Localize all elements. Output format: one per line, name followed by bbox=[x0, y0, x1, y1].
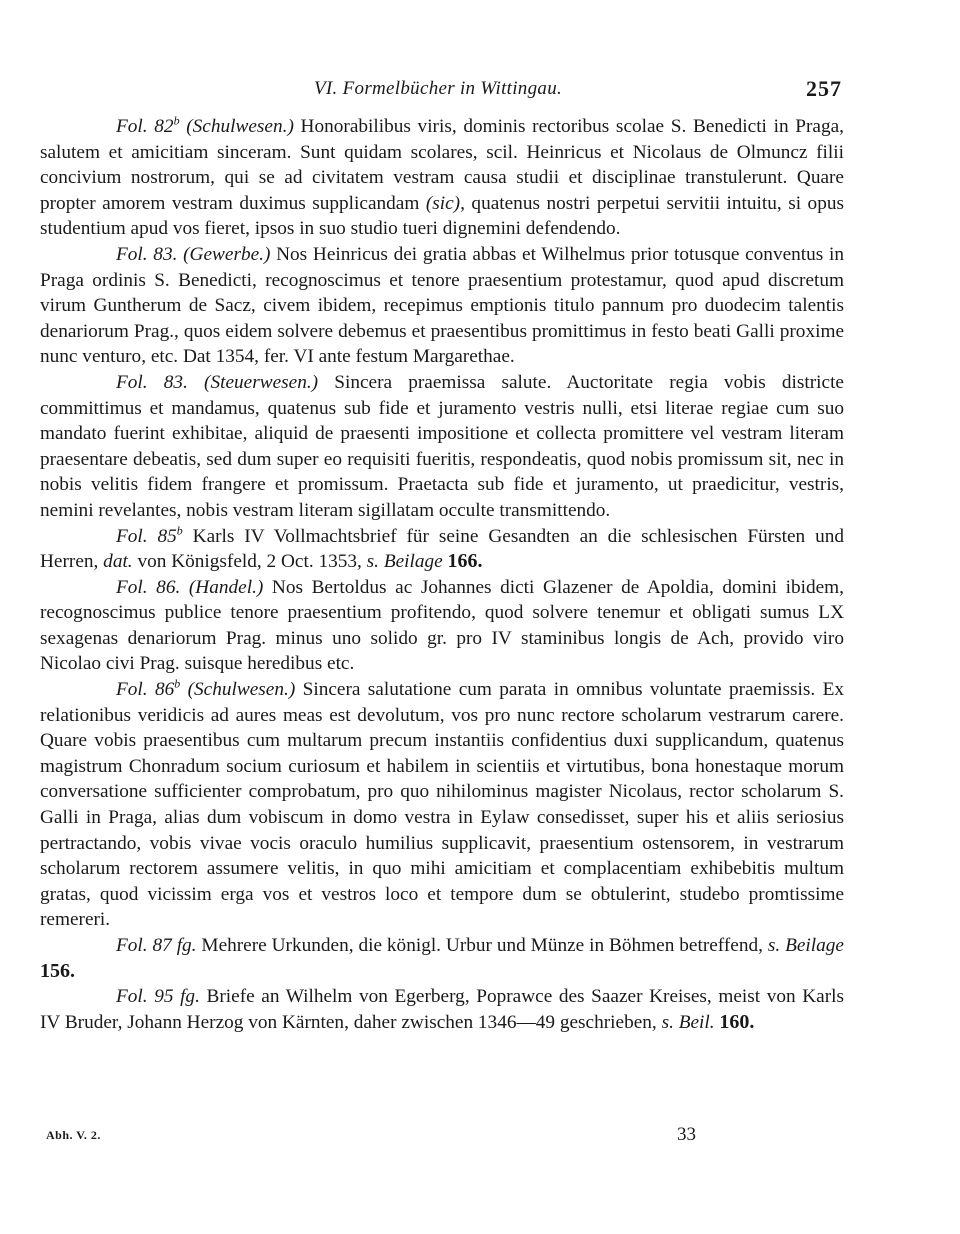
beilage-number: 160. bbox=[719, 1010, 755, 1033]
entry-fol-83-gewerbe bbox=[40, 242, 844, 370]
beilage-number: 166. bbox=[447, 550, 483, 573]
page-number: 257 bbox=[806, 76, 842, 101]
entry-text: Karls IV Vollmachtsbrief für seine Gesandten an die schlesischen Fürsten und Herren, bbox=[40, 525, 844, 573]
printer-signature: Abh. V. 2. bbox=[46, 1128, 101, 1142]
entry-text: Nos Bertoldus ac Johannes dicti Glazener de Apoldia, domini ibidem, recognoscimus publice tenore praesentium profitendo, quod solvere tenemur et obligati sumus LX sexagenas denariorum Prag. minus uno solido gr. pro IV staminibus longis de Ach, provido viro Nicolao civi Prag. suisque heredibus etc. bbox=[40, 576, 844, 675]
folio-ref: Fol. 86. bbox=[116, 576, 181, 598]
running-title: VI. Formelbücher in Wittingau. bbox=[314, 78, 563, 99]
entry-text: Mehrere Urkunden, die königl. Urbur und Münze in Böhmen betreffend, bbox=[196, 935, 768, 956]
sheet-number: 33 bbox=[677, 1124, 696, 1145]
folio-sup: b bbox=[174, 676, 181, 691]
entry-fol-82b bbox=[40, 114, 844, 242]
folio-ref: Fol. 83. bbox=[116, 371, 188, 393]
entry-text: Briefe an Wilhelm von Egerberg, Poprawce des Saazer Kreises, meist von Karls IV Bruder, Johann Herzog von Kärnten, daher zwischen 1346—49 geschrieben, bbox=[40, 986, 844, 1033]
entry-topic: (Schulwesen.) bbox=[187, 679, 296, 701]
page-header bbox=[0, 78, 960, 108]
entry-fol-87 bbox=[40, 933, 844, 984]
page-footer bbox=[0, 1124, 960, 1154]
folio-ref: Fol. 86 bbox=[116, 679, 175, 701]
folio-sup: b bbox=[176, 523, 183, 538]
entry-fol-86b bbox=[40, 677, 844, 933]
entry-italic-note: dat. bbox=[103, 551, 133, 573]
entry-text-continued: von Königsfeld, 2 Oct. 1353, bbox=[132, 551, 367, 573]
entry-fol-95 bbox=[40, 984, 844, 1035]
entry-text: Sincera praemissa salute. Auctoritate regia vobis districte committimus et mandamus, quatenus sub fide et juramento vestris nulli, etsi literae regiae cum suo mandato fuerint exhibitae, aliquid de praesenti impositione et collecta promittere vel vestram literam praesentare debeatis, sed dum super eo requisiti fueritis, respondeatis, quod nobis promissum sit, nec in nobis velitis fidem frangere et promissum. Praetacta sub fide et juramento, ut praedicitur, vestris, nemini revelantes, nobis vestram literam sigillatam occulte transmittendo. bbox=[40, 371, 844, 521]
entry-text: Nos Heinricus dei gratia abbas et Wilhelmus prior totusque conventus in Praga ordinis S. Benedicti, recognoscimus et tenore praesentium protestamur, quod apud discretum virum Guntherum de Sacz, civem ibidem, recepimus emptionis titulo pannum pro duodecim talentis denariorum Prag., quos eidem solvere debemus et praesentibus promittimus in festo beati Galli proxime nunc venturo, etc. Dat 1354, fer. VI ante festum Margarethae. bbox=[40, 243, 844, 368]
entry-text: Honorabilibus viris, dominis rectoribus scolae S. Benedicti in Praga, salutem et amicitiam sinceram. Sunt quidam scolares, scil. Heinricus et Nicolaus de Olmuncz filii concivium nostrorum, qui se ad civitatem vestram causa studii et disciplinae transtulerunt. Quare propter amorem vestram duximus supplicandam bbox=[40, 116, 844, 214]
entry-topic: fg. bbox=[176, 935, 197, 956]
beilage-ref: s. Beil. bbox=[661, 1011, 720, 1033]
entry-text-continued: quatenus nostri perpetui servitii intuitu, si opus studentium apud vos fieret, ipsos in suo studio tueri dignemini defendendo. bbox=[40, 192, 844, 240]
beilage-ref: s. Beilage bbox=[366, 551, 448, 573]
entry-topic: (Handel.) bbox=[188, 576, 264, 598]
entry-topic: (Gewerbe.) bbox=[183, 243, 271, 265]
folio-ref: Fol. 87 bbox=[116, 935, 172, 956]
folio-sup: b bbox=[173, 113, 180, 128]
entry-text: Sincera salutatione cum parata in omnibus voluntate praemissis. Ex relationibus veridicis ad aures meas est devolutum, vos pro nunc rectore scholarum vestrarum carere. Quare vobis praesentibus cum multarum precum instantiis confidentius duxi supplicandum, quatenus magistrum Chonradum socium curiosum et habilem in scientiis et virtutibus, bona honestaque morum conversatione sufficienter comprobatum, pro quo nihilominus magister Nicolaus, rector scholarum S. Galli in Praga, alias dum vobiscum in domo vestra in Eylaw consedisset, super his et aliis seriosius pertractando, vobis vivae vocis oraculo humilius supplicavit, praesentium ostensorem, in vestrarum scholarum rectorem assumere velitis, in quo mihi amicitiam et complacentiam exhibebitis multum gratas, quod vicissim erga vos et vestros loco et tempore dum se obtulerint, studebo promtissime remereri. bbox=[40, 679, 844, 931]
entry-fol-83-steuerwesen bbox=[40, 370, 844, 524]
body-text bbox=[40, 114, 844, 1035]
folio-ref: Fol. 95 bbox=[116, 986, 174, 1008]
entry-fol-85b bbox=[40, 524, 844, 575]
entry-fol-86 bbox=[40, 575, 844, 677]
beilage-number: 156. bbox=[40, 959, 75, 982]
entry-topic: (Schulwesen.) bbox=[186, 116, 294, 137]
folio-ref: Fol. 85 bbox=[116, 525, 177, 547]
entry-italic-note: (sic), bbox=[425, 192, 465, 214]
folio-ref: Fol. 82 bbox=[116, 116, 174, 137]
entry-topic: (Steuerwesen.) bbox=[204, 371, 319, 393]
folio-ref: Fol. 83. bbox=[116, 243, 178, 265]
beilage-ref: s. Beilage bbox=[767, 935, 844, 956]
entry-topic: fg. bbox=[180, 986, 200, 1008]
